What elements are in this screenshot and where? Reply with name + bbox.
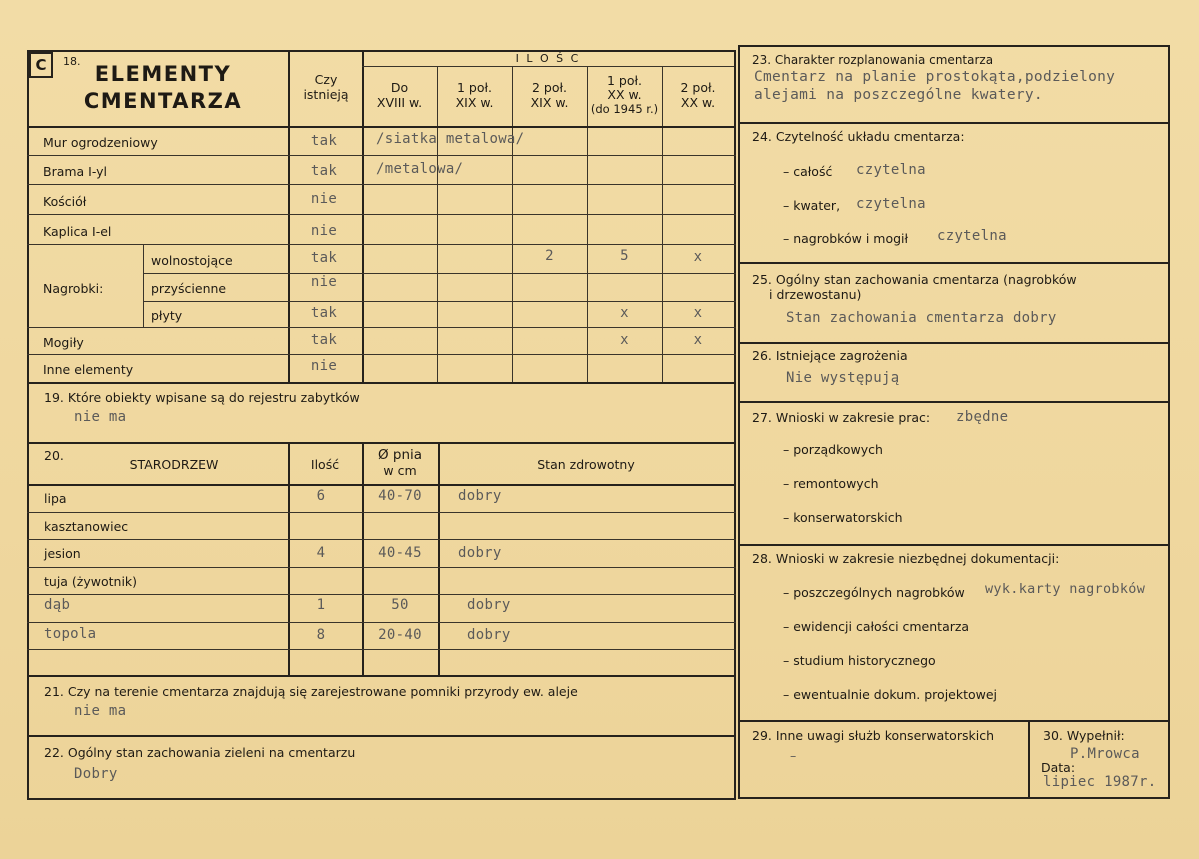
s28-item3: – studium historycznego <box>783 653 936 668</box>
left-frame-right <box>734 50 736 800</box>
left-frame-bottom <box>27 798 736 800</box>
tree-name: dąb <box>44 597 71 613</box>
s22-label: 22. Ogólny stan zachowania zieleni na cmentarzu <box>44 745 356 760</box>
tree-qty: 6 <box>316 488 326 504</box>
s28-item1: – poszczególnych nagrobków <box>783 585 965 600</box>
s19-label: 19. Które obiekty wpisane są do rejestru zabytków <box>44 390 360 405</box>
period-2-line2: XIX w. <box>530 95 569 110</box>
section-code: C <box>29 52 53 78</box>
col-exists-1: Czy <box>314 72 338 87</box>
s23-line2: alejami na poszczególne kwatery. <box>754 87 1043 103</box>
exists-mogily: tak <box>310 332 338 348</box>
s24-nagrobkow-label: – nagrobków i mogił <box>783 231 909 246</box>
ilosc-underline <box>362 66 734 67</box>
s30-date-label: Data: <box>1041 760 1076 775</box>
tree-qty: 8 <box>316 627 326 643</box>
row-label-brama: Brama I-yl <box>43 164 108 179</box>
period-1-line2: XIX w. <box>455 95 494 110</box>
s24-calosc-value: czytelna <box>856 162 926 178</box>
right-frame-top <box>738 45 1170 47</box>
tree-health: dobry <box>467 627 511 643</box>
left-frame-top <box>27 50 736 52</box>
s21-label: 21. Czy na terenie cmentarza znajdują się zarejestrowane pomniki przyrody ew. aleje <box>44 684 578 699</box>
s27-item: – remontowych <box>783 476 879 491</box>
s20-number: 20. <box>44 448 64 463</box>
tree-diam: 20-40 <box>378 627 422 643</box>
s24-kwater-label: – kwater, <box>783 198 841 213</box>
mark-mogily-2pol20: x <box>693 332 703 348</box>
tree-qty: 4 <box>316 545 326 561</box>
s25-value: Stan zachowania cmentarza dobry <box>786 310 1057 326</box>
s29-label: 29. Inne uwagi służb konserwatorskich <box>752 728 994 743</box>
s28-item1-value: wyk.karty nagrobków <box>985 581 1146 597</box>
brama-note: /metalowa/ <box>376 161 464 177</box>
s20-bottom <box>27 675 736 677</box>
s18-number: 18. <box>63 55 81 68</box>
s23-line1: Cmentarz na planie prostokąta,podzielony <box>754 69 1116 85</box>
s20-header-bottom <box>27 484 736 486</box>
ilosc-title: I L O Ś C <box>515 52 581 65</box>
period-2-line1: 2 poł. <box>531 80 568 95</box>
s27-item: – porządkowych <box>783 442 883 457</box>
mark-wolno-1pol20: 5 <box>620 248 629 264</box>
s25-label-1: 25. Ogólny stan zachowania cmentarza (nagrobków <box>752 272 1077 287</box>
period-3-line1: 1 poł. <box>606 73 643 88</box>
s25-label-2: i drzewostanu) <box>769 287 862 302</box>
row-label-wolnostojace: wolnostojące <box>151 253 233 268</box>
s18-bottom <box>27 382 736 384</box>
row-label-plyty: płyty <box>151 308 183 323</box>
mark-plyty-2pol20: x <box>693 305 703 321</box>
row-label-kosciol: Kościół <box>43 194 87 209</box>
s18-title-line2: CMENTARZA <box>83 89 243 113</box>
row-label-kaplica: Kaplica I-el <box>43 224 112 239</box>
s24-label: 24. Czytelność układu cmentarza: <box>752 129 965 144</box>
row-label-mur: Mur ogrodzeniowy <box>43 135 158 150</box>
mark-wolno-2pol20: x <box>693 249 703 265</box>
right-frame-left <box>738 45 740 799</box>
nagrobki-divider <box>143 244 144 327</box>
s27-item: – konserwatorskich <box>783 510 903 525</box>
tree-name: topola <box>44 626 97 642</box>
s27-value: zbędne <box>956 409 1009 425</box>
s19-value: nie ma <box>74 409 127 425</box>
exists-kaplica: nie <box>310 223 338 239</box>
mark-plyty-1pol20: x <box>620 305 629 321</box>
s22-value: Dobry <box>74 766 118 782</box>
s29-s30-divider <box>1028 720 1030 798</box>
col-exists-2: istnieją <box>303 87 349 102</box>
nagrobki-label: Nagrobki: <box>43 281 104 296</box>
s21-value: nie ma <box>74 703 127 719</box>
exists-brama: tak <box>310 163 338 179</box>
s28-label: 28. Wnioski w zakresie niezbędnej dokumentacji: <box>752 551 1060 566</box>
period-0-line2: XVIII w. <box>376 95 423 110</box>
mark-wolno-2pol19: 2 <box>545 248 554 264</box>
tree-name: kasztanowiec <box>44 519 129 534</box>
exists-mur: tak <box>310 133 338 149</box>
tree-diam: 40-45 <box>378 545 422 561</box>
s27-label: 27. Wnioski w zakresie prac: <box>752 410 931 425</box>
tree-name: jesion <box>44 546 81 561</box>
exists-przyscienne: nie <box>310 274 338 290</box>
exists-inne: nie <box>310 358 338 374</box>
period-3-line3: (do 1945 r.) <box>590 102 659 116</box>
period-4-line1: 2 poł. <box>680 80 716 95</box>
s20-title: STARODRZEW <box>129 457 219 472</box>
tree-qty: 1 <box>316 597 326 613</box>
row-label-inne: Inne elementy <box>43 362 134 377</box>
s20-col-diam-2: w cm <box>383 463 417 478</box>
tree-diam: 50 <box>391 597 409 613</box>
s20-col-qty: Ilość <box>310 457 340 472</box>
mark-mogily-1pol20: x <box>620 332 629 348</box>
tree-diam: 40-70 <box>378 488 422 504</box>
s29-value: – <box>790 748 797 763</box>
right-frame-bottom <box>738 797 1170 799</box>
s21-bottom <box>27 735 736 737</box>
tree-health: dobry <box>467 597 511 613</box>
exists-kosciol: nie <box>310 191 338 207</box>
s30-label: 30. Wypełnił: <box>1043 728 1125 743</box>
s24-kwater-value: czytelna <box>856 196 926 212</box>
period-1-line1: 1 poł. <box>456 80 493 95</box>
right-frame-right <box>1168 45 1170 799</box>
mur-note: /siatka metalowa/ <box>376 131 525 147</box>
s18-header-bottom <box>27 126 736 128</box>
s19-bottom <box>27 442 736 444</box>
period-3-line2: XX w. <box>607 87 642 102</box>
tree-name: lipa <box>44 491 67 506</box>
s20-col-diam-1: Ø pnia <box>377 447 423 463</box>
period-4-line2: XX w. <box>680 95 716 110</box>
s23-label: 23. Charakter rozplanowania cmentarza <box>752 53 994 67</box>
s18-title-line1: ELEMENTY <box>94 62 232 86</box>
s30-name: P.Mrowca <box>1070 746 1140 762</box>
s30-date: lipiec 1987r. <box>1043 774 1157 790</box>
s20-col-health: Stan zdrowotny <box>537 457 635 472</box>
s24-calosc-label: – całość <box>783 164 833 179</box>
left-frame-left <box>27 50 29 800</box>
s24-nagrobkow-value: czytelna <box>937 228 1007 244</box>
tree-name: tuja (żywotnik) <box>44 574 138 589</box>
tree-health: dobry <box>458 488 502 504</box>
row-label-przyscienne: przyścienne <box>151 281 227 296</box>
row-label-mogily: Mogiły <box>43 335 84 350</box>
exists-plyty: tak <box>310 305 338 321</box>
s26-value: Nie występują <box>786 370 900 386</box>
exists-wolnostojace: tak <box>310 250 338 266</box>
s28-item2: – ewidencji całości cmentarza <box>783 619 970 634</box>
s28-item4: – ewentualnie dokum. projektowej <box>783 687 998 702</box>
period-0-line1: Do <box>390 80 409 95</box>
s26-label: 26. Istniejące zagrożenia <box>752 348 908 363</box>
tree-health: dobry <box>458 545 502 561</box>
